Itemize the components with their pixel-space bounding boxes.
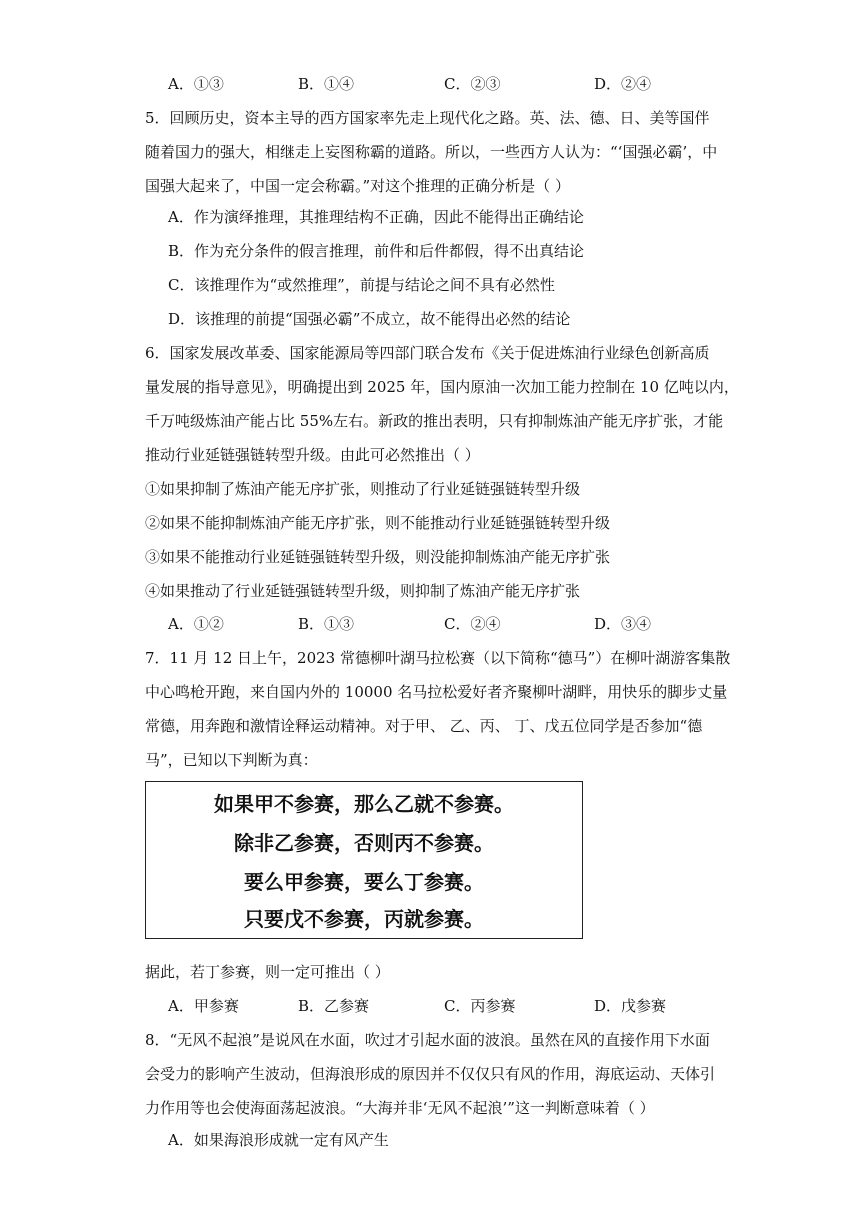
q6-statement-4: ④如果推动了行业延链强链转型升级，则抑制了炼油产能无序扩张 — [145, 582, 581, 600]
q7-stem-line-1: 7．11 月 12 日上午，2023 常德柳叶湖马拉松赛（以下简称“德马”）在柳叶湖游客集散 — [145, 649, 731, 667]
q5-option-c: C．该推理作为“或然推理”，前提与结论之间不具有必然性 — [168, 276, 555, 294]
q6-statement-3: ③如果不能推动行业延链强链转型升级，则没能抑制炼油产能无序扩张 — [145, 548, 611, 566]
q7-stem-line-4: 马”，已知以下判断为真： — [145, 751, 318, 769]
q7-option-d: D．戊参赛 — [594, 997, 667, 1015]
q7-question: 据此，若丁参赛，则一定可推出（ ） — [145, 963, 390, 981]
q7-option-a: A．甲参赛 — [168, 997, 239, 1015]
q4-option-a: A．①③ — [168, 75, 224, 93]
q8-option-a: A．如果海浪形成就一定有风产生 — [168, 1131, 389, 1149]
q6-stem-line-2: 量发展的指导意见》，明确提出到 2025 年，国内原油一次加工能力控制在 10 亿吨以内， — [145, 378, 739, 396]
q6-option-a: A．①② — [168, 615, 224, 633]
q8-stem-line-2: 会受力的影响产生波动，但海浪形成的原因并不仅仅只有风的作用，海底运动、天体引 — [145, 1065, 716, 1083]
q7-option-b: B．乙参赛 — [298, 997, 370, 1015]
q8-stem-line-3: 力作用等也会使海面荡起波浪。“大海并非‘无风不起浪’”这一判断意味着（ ） — [145, 1099, 655, 1117]
premise-3: 要么甲参赛，要么丁参赛。 — [244, 870, 484, 894]
q7-stem-line-3: 常德，用奔跑和激情诠释运动精神。对于甲、 乙、丙、 丁、戊五位同学是否参加“德 — [145, 717, 703, 735]
q5-option-d: D．该推理的前提“国强必霸”不成立，故不能得出必然的结论 — [168, 310, 571, 328]
q6-stem-line-1: 6．国家发展改革委、国家能源局等四部门联合发布《关于促进炼油行业绿色创新高质 — [145, 344, 710, 362]
q5-stem-line-2: 随着国力的强大，相继走上妄图称霸的道路。所以，一些西方人认为：“‘国强必霸’，中 — [145, 143, 718, 161]
q6-statement-1: ①如果抑制了炼油产能无序扩张，则推动了行业延链强链转型升级 — [145, 480, 581, 498]
q6-statement-2: ②如果不能抑制炼油产能无序扩张，则不能推动行业延链强链转型升级 — [145, 514, 611, 532]
q6-stem-line-4: 推动行业延链强链转型升级。由此可必然推出（ ） — [145, 446, 480, 464]
q5-option-a: A．作为演绎推理，其推理结构不正确，因此不能得出正确结论 — [168, 208, 584, 226]
q4-option-d: D．②④ — [594, 75, 652, 93]
q4-option-c: C．②③ — [444, 75, 501, 93]
q7-stem-line-2: 中心鸣枪开跑，来自国内外的 10000 名马拉松爱好者齐聚柳叶湖畔，用快乐的脚步丈量 — [145, 683, 728, 701]
q7-option-c: C．丙参赛 — [444, 997, 516, 1015]
q6-option-c: C．②④ — [444, 615, 501, 633]
q6-option-d: D．③④ — [594, 615, 652, 633]
q5-stem-line-3: 国强大起来了，中国一定会称霸。”对这个推理的正确分析是（ ） — [145, 177, 570, 195]
q8-stem-line-1: 8．“无风不起浪”是说风在水面，吹过才引起水面的波浪。虽然在风的直接作用下水面 — [145, 1031, 710, 1049]
q6-option-b: B．①③ — [298, 615, 355, 633]
q5-option-b: B．作为充分条件的假言推理，前件和后件都假，得不出真结论 — [168, 242, 585, 260]
premises-box — [145, 781, 583, 939]
premise-2: 除非乙参赛，否则丙不参赛。 — [234, 831, 494, 855]
premise-4: 只要戊不参赛，丙就参赛。 — [244, 907, 484, 931]
premise-1: 如果甲不参赛，那么乙就不参赛。 — [214, 792, 514, 816]
q6-stem-line-3: 千万吨级炼油产能占比 55%左右。新政的推出表明，只有抑制炼油产能无序扩张，才能 — [145, 412, 724, 430]
q4-option-b: B．①④ — [298, 75, 355, 93]
q5-stem-line-1: 5．回顾历史，资本主导的西方国家率先走上现代化之路。英、法、德、日、美等国伴 — [145, 109, 710, 127]
